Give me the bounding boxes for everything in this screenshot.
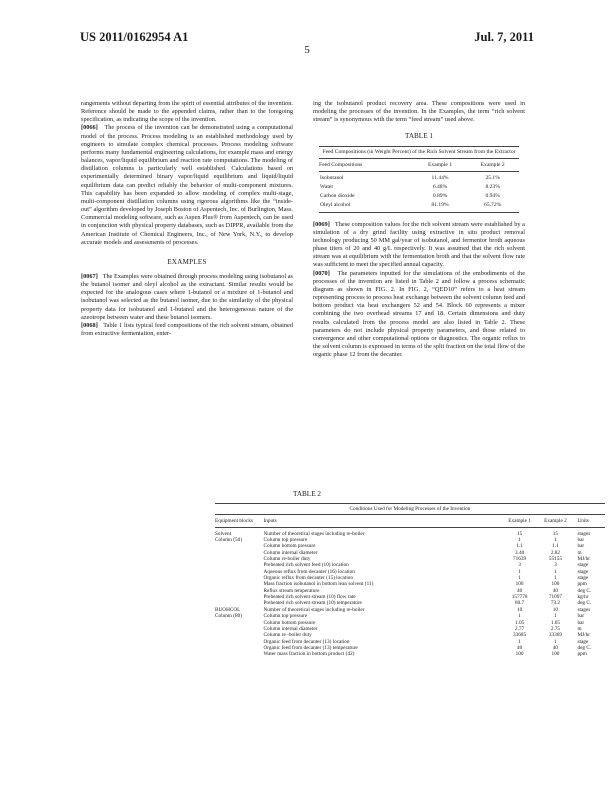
table2-cell: MJ/hr bbox=[577, 556, 590, 563]
table2-cell: BUOHCOL bbox=[215, 606, 241, 613]
table2-cell: 1 bbox=[518, 568, 521, 575]
table1-cell: 25.1% bbox=[485, 174, 500, 181]
publication-date: Jul. 7, 2011 bbox=[474, 30, 534, 44]
table2-row bbox=[215, 651, 605, 657]
table2-cell: kg/hr bbox=[577, 594, 589, 601]
paragraph-text: The process of the invention can be demonstrated using a computational model of the process. Process modeling is an established methodology used by engineers to simulate complex chemical processes. Process modeling software performs many fundamental engineering calculations, for example mass and energy balances, vapor/liquid equilibrium and reaction rate computations. The modeling of distillation columns is particularly well established. Calculations based on experimentally determined binary vapor/liquid equilibrium and liquid/liquid equilibrium data can predict reliably the behavior of multi-component mixtures. This capability has been expanded to allow modeling of complex multi-stage, multi-component distillation columns using rigorous algorithms like the “inside-out” algorithm developed by Joseph Boston of Aspentech, Inc. of Burlington, Mass. Commercial modeling software, such as Aspen Plus® from Aspentech, can be used in conjunction with physical property databases, such as DIPPR, available from the American Institute of Chemical Engineers, Inc., of New York, N.Y., to develop accurate models and assessments of processes. bbox=[81, 124, 293, 246]
table2-cell: stages bbox=[577, 530, 591, 537]
table2-cell: 100 bbox=[551, 581, 560, 588]
table2-cell: 3 bbox=[554, 562, 557, 569]
table2 bbox=[215, 503, 605, 658]
table2-cell: 157778 bbox=[511, 594, 528, 601]
table2-cell: 1 bbox=[554, 568, 557, 575]
table1-row bbox=[319, 183, 519, 192]
table2-cell: 1.1 bbox=[516, 543, 523, 550]
table2-cell: Organic feed from decanter (13) location bbox=[263, 638, 350, 645]
table2-cell: Column bottom pressure bbox=[263, 619, 316, 626]
table2-cell: bar bbox=[577, 613, 585, 620]
table1-header-row bbox=[319, 158, 519, 171]
table2-cell: Mass fraction isobutanol in bottom lean solvent (11) bbox=[263, 581, 374, 588]
table2-cell: 1.05 bbox=[515, 619, 525, 626]
table1-cell: Water bbox=[320, 183, 334, 190]
table2-cell: deg C. bbox=[577, 644, 592, 651]
table2-header: Example 2 bbox=[535, 515, 575, 527]
left-column bbox=[81, 100, 293, 338]
table2-cell: 3 bbox=[518, 562, 521, 569]
table2-cell: Number of theoretical stages including re-boiler bbox=[263, 530, 365, 537]
table2-cell: deg C. bbox=[577, 600, 592, 607]
table2-cell: bar bbox=[577, 537, 585, 544]
table2-cell: 1 bbox=[518, 537, 521, 544]
right-column bbox=[313, 100, 525, 359]
table2-cell: Preheated rich solvent feed (10) location bbox=[263, 562, 349, 569]
table2-cell: deg C. bbox=[577, 587, 592, 594]
paragraph-0066 bbox=[81, 124, 293, 246]
paragraph-0067 bbox=[81, 273, 293, 322]
paragraph-0068-continued: ing the isobutanol product recovery area. These compositions were used in modeling the processes of the invention. In the Examples, the term “rich solvent stream” is synonymous with the term “feed stream” used above. bbox=[313, 100, 525, 124]
paragraph-0069 bbox=[313, 221, 525, 270]
table2-cell: 1 bbox=[518, 575, 521, 582]
table2-cell: bar bbox=[577, 543, 585, 550]
table2-cell: 1 bbox=[554, 575, 557, 582]
table2-cell: Column re -boiler duty bbox=[263, 632, 312, 639]
paragraph-continued: rangements without departing from the spirit of essential attributes of the invention. Reference should be made to the appended claims, rather than to the foregoing specification, as indicating the scope of the invention. bbox=[81, 100, 293, 124]
page-number: 5 bbox=[304, 44, 310, 56]
table2-cell: 1.05 bbox=[550, 619, 561, 626]
table2-cell: stages bbox=[577, 606, 591, 613]
table2-cell: Column bottom pressure bbox=[263, 543, 316, 550]
table2-cell: Organic reflux from decanter (15) location bbox=[263, 575, 354, 582]
table2-cell: 1 bbox=[518, 613, 521, 620]
table2-cell: 40 bbox=[552, 587, 559, 594]
table2-cell: 40 bbox=[552, 644, 559, 651]
table2-cell: Preheated rich solvent stream (10) temperature bbox=[263, 600, 362, 607]
paragraph-0070 bbox=[313, 270, 525, 360]
table2-cell: Column (80) bbox=[215, 613, 242, 620]
table2-cell: 55155 bbox=[548, 556, 562, 563]
table2-caption: TABLE 2 bbox=[293, 490, 321, 498]
table2-cell: 15 bbox=[516, 530, 523, 537]
table1-row bbox=[319, 192, 519, 201]
table1-caption: TABLE 1 bbox=[405, 132, 433, 141]
table2-cell: 100 bbox=[551, 651, 560, 658]
paragraph-number: [0066] bbox=[81, 124, 98, 132]
table2-cell bbox=[215, 651, 263, 657]
table2-cell: 2.75 bbox=[550, 625, 561, 632]
table2-cell: Column internal diameter bbox=[263, 625, 318, 632]
table2-cell: ppm bbox=[577, 651, 587, 658]
table1-cell: 8.23% bbox=[485, 183, 500, 190]
table2-cell: Water mass fraction in bottom product (42) bbox=[263, 651, 355, 658]
table2-header: Equipment blocks bbox=[215, 515, 263, 527]
paragraph-number: [0068] bbox=[81, 321, 98, 329]
table2-cell: 33369 bbox=[548, 632, 562, 639]
table1-cell: 0.94% bbox=[485, 192, 500, 199]
table2-cell: 80.7 bbox=[515, 600, 525, 607]
table1-row bbox=[319, 201, 519, 213]
table2-cell: 3.40 bbox=[515, 549, 525, 556]
table1-header: Feed Compositions bbox=[319, 158, 414, 171]
table2-cell: ppm bbox=[577, 581, 587, 588]
table2-cell: Column internal diameter bbox=[263, 549, 318, 556]
table2-cell: Solvent bbox=[215, 530, 232, 537]
paragraph-text: These composition values for the rich solvent stream were established by a simulation of a dry grind facility using extractive in situ product removal technology producing 50 MM gal/year of isobutanol, and fermentor broth aqueous phase titers of 20 and 40 g/L respectively. It was assumed that the rich solvent stream was at equilibrium with the fermentation broth and that the solvent flow rate was sufficient to meet the specified annual capacity. bbox=[313, 220, 525, 269]
table1-cell: 0.89% bbox=[432, 192, 448, 199]
table2-cell: Number of theoretical stages including re-boiler bbox=[263, 606, 365, 613]
table2-cell: 71639 bbox=[513, 556, 527, 563]
table2-cell: 1 bbox=[554, 613, 557, 620]
table2-cell: Column top pressure bbox=[263, 537, 308, 544]
publication-number: US 2011/0162954 A1 bbox=[80, 30, 189, 44]
table2-cell: 100 bbox=[515, 651, 524, 658]
table2-cell: 100 bbox=[515, 581, 524, 588]
section-heading: EXAMPLES bbox=[167, 257, 207, 266]
table1-cell: 65.72% bbox=[466, 201, 519, 213]
table2-cell: 2.77 bbox=[515, 625, 525, 632]
table2-cell: 10 bbox=[552, 606, 559, 613]
paragraph-text: Table 1 lists typical feed compositions of the rich solvent stream, obtained from extractive fermentation, enter- bbox=[81, 321, 293, 338]
table2-row bbox=[215, 527, 605, 537]
table2-header: Inputs bbox=[263, 515, 503, 527]
table1-cell: Carbon dioxide bbox=[320, 192, 355, 199]
table1-cell: Isobutanol bbox=[320, 174, 344, 181]
table2-header: Units bbox=[575, 515, 605, 527]
paragraph-text: The parameters inputted for the simulations of the embodiments of the processes of the invention are listed in Table 2 and follow a process schematic diagram as shown in FIG. 2. In FIG. 2, “QED10” refers to a heat stream representing process to process heat exchange between the solvent column feed and bottom product via heat exchangers 52 and 54. Block 60 represents a mixer combining the two overhead streams 17 and 18. Certain dimensions and duty results calculated from the process model are also listed in Table 2. These parameters do not include physical property parameters, and those related to convergence and other computational options or diagnostics. The organic reflux to the solvent column is expressed in terms of the split fraction on the total flow of the organic phase 12 from the decanter. bbox=[313, 269, 525, 359]
table2-title: Conditions Used for Modeling Processes of the Invention bbox=[215, 504, 605, 515]
table2-cell: 40 bbox=[516, 644, 523, 651]
table1-cell: 11.44% bbox=[431, 174, 449, 181]
table2-cell: 73.2 bbox=[550, 600, 561, 607]
paragraph-number: [0070] bbox=[313, 269, 330, 277]
paragraph-number: [0067] bbox=[81, 272, 98, 280]
table1 bbox=[319, 146, 519, 213]
table2-header-row bbox=[215, 515, 605, 527]
table2-cell: 1 bbox=[518, 638, 521, 645]
table2-container bbox=[215, 503, 605, 658]
table2-cell: Reflux stream temperature bbox=[263, 587, 320, 594]
table1-cell: 81.19% bbox=[414, 201, 467, 213]
table2-cell: 71097 bbox=[548, 594, 562, 601]
table2-cell: 15 bbox=[552, 530, 559, 537]
table2-cell: Organic feed from decanter (13) temperature bbox=[263, 644, 358, 651]
table2-cell: 33685 bbox=[513, 632, 527, 639]
table2-cell: stage bbox=[577, 568, 589, 575]
table2-cell: 1 bbox=[554, 638, 557, 645]
table2-cell: stage bbox=[577, 562, 589, 569]
table2-cell: bar bbox=[577, 619, 585, 626]
table2-cell: Preheated rich solvent stream (10) flow rate bbox=[263, 594, 356, 601]
table2-cell: stage bbox=[577, 638, 589, 645]
table2-body bbox=[215, 527, 605, 657]
table2-cell: MJ/hr bbox=[577, 632, 590, 639]
table2-cell: m bbox=[577, 549, 582, 556]
table1-row bbox=[319, 171, 519, 183]
table2-cell: Aqueous reflux from decanter (16) location bbox=[263, 568, 355, 575]
table2-cell: stage bbox=[577, 575, 589, 582]
table2-cell: 1 bbox=[554, 537, 557, 544]
table1-cell: Oleyl alcohol bbox=[319, 201, 414, 213]
table2-cell: 1.1 bbox=[552, 543, 559, 550]
table1-title: Feed Compositions (in Weight Percent) of the Rich Solvent Stream from the Extractor bbox=[319, 146, 519, 158]
table2-cell: Column (50) bbox=[215, 537, 242, 544]
paragraph-number: [0069] bbox=[313, 220, 330, 228]
table2-cell: Column top pressure bbox=[263, 613, 308, 620]
table2-cell: 2.82 bbox=[550, 549, 561, 556]
table1-cell: 6.48% bbox=[432, 183, 448, 190]
table1-header: Example 1 bbox=[414, 158, 467, 171]
table2-cell: 40 bbox=[516, 587, 523, 594]
table2-cell: 10 bbox=[516, 606, 523, 613]
paragraph-text: The Examples were obtained through process modeling using isobutanol as the butanol isomer and oleyl alcohol as the extractant. Similar results would be expected for the analogous cases where 1-butanol or a mixture of 1-butanol and isobutanol was selected as the butanol isomer, due to the similarity of the physical property data for isobutanol and 1-butanol and the heterogeneous nature of the azeotrope between water and these butanol isomers. bbox=[81, 272, 293, 321]
table2-header: Example 1 bbox=[504, 515, 536, 527]
table2-cell: m bbox=[577, 625, 582, 632]
table2-cell: Column re-boiler duty bbox=[263, 556, 311, 563]
table1-header: Example 2 bbox=[466, 158, 519, 171]
paragraph-0068 bbox=[81, 322, 293, 338]
